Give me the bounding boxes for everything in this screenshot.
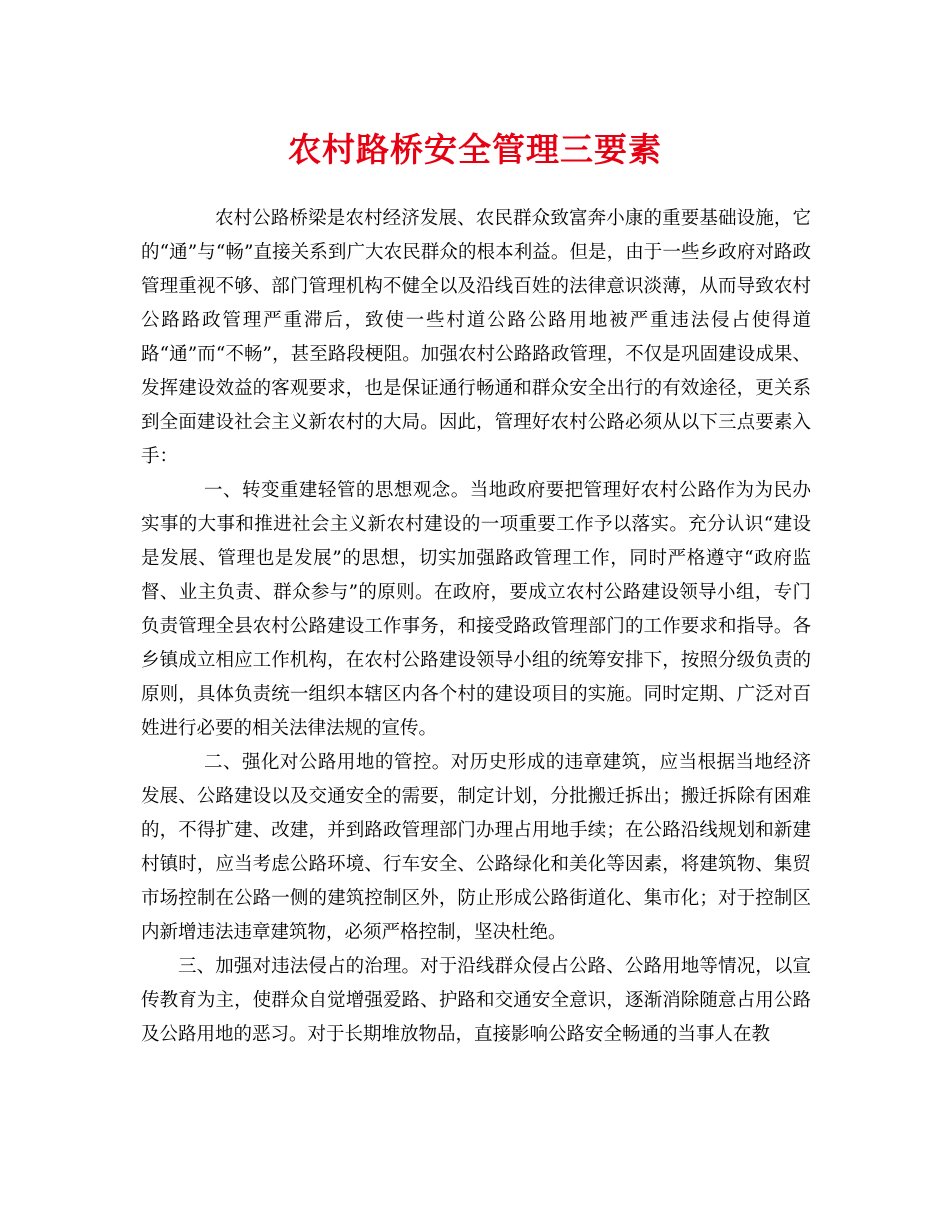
intro-paragraph: 农村公路桥梁是农村经济发展、农民群众致富奔小康的重要基础设施，它的“通”与“畅”直接关系到广大农民群众的根本利益。但是，由于一些乡政府对路政管理重视不够、部门管理机构不健全以及沿线百姓的法律意识淡薄，从而导致农村公路路政管理严重滞后，致使一些村道公路公路用地被严重违法侵占使得道路“通”而“不畅”，甚至路段梗阻。加强农村公路路政管理，不仅是巩固建设成果、发挥建设效益的客观要求，也是保证通行畅通和群众安全出行的有效途径，更关系到全面建设社会主义新农村的大局。因此，管理好农村公路必须从以下三点要素入手： — [141, 208, 811, 467]
section-1-paragraph: 一、转变重建轻管的思想观念。当地政府要把管理好农村公路作为为民办实事的大事和推进社会主义新农村建设的一项重要工作予以落实。充分认识“建设是发展、管理也是发展”的思想，切实加强路政管理工作，同时严格遵守“政府监督、业主负责、群众参与”的原则。在政府，要成立农村公路建设领导小组，专门负责管理全县农村公路建设工作事务，和接受路政管理部门的工作要求和指导。各乡镇成立相应工作机构，在农村公路建设领导小组的统筹安排下，按照分级负责的原则，具体负责统一组织本辖区内各个村的建设项目的实施。同时定期、广泛对百姓进行必要的相关法律法规的宣传。 — [141, 480, 811, 739]
document-title: 农村路桥安全管理三要素 — [288, 130, 662, 169]
document-body — [141, 202, 811, 1052]
section-2-paragraph: 二、强化对公路用地的管控。对历史形成的违章建筑，应当根据当地经济发展、公路建设以及交通安全的需要，制定计划，分批搬迁拆出；搬迁拆除有困难的，不得扩建、改建，并到路政管理部门办理占用地手续；在公路沿线规划和新建村镇时，应当考虑公路环境、行车安全、公路绿化和美化等因素，将建筑物、集贸市场控制在公路一侧的建筑控制区外，防止形成公路街道化、集市化；对于控制区内新增违法违章建筑物，必须严格控制，坚决杜绝。 — [141, 752, 811, 943]
section-3-paragraph: 三、加强对违法侵占的治理。对于沿线群众侵占公路、公路用地等情况，以宣传教育为主，使群众自觉增强爱路、护路和交通安全意识，逐渐消除随意占用公路及公路用地的恶习。对于长期堆放物品，直接影响公路安全畅通的当事人在教 — [141, 956, 811, 1045]
